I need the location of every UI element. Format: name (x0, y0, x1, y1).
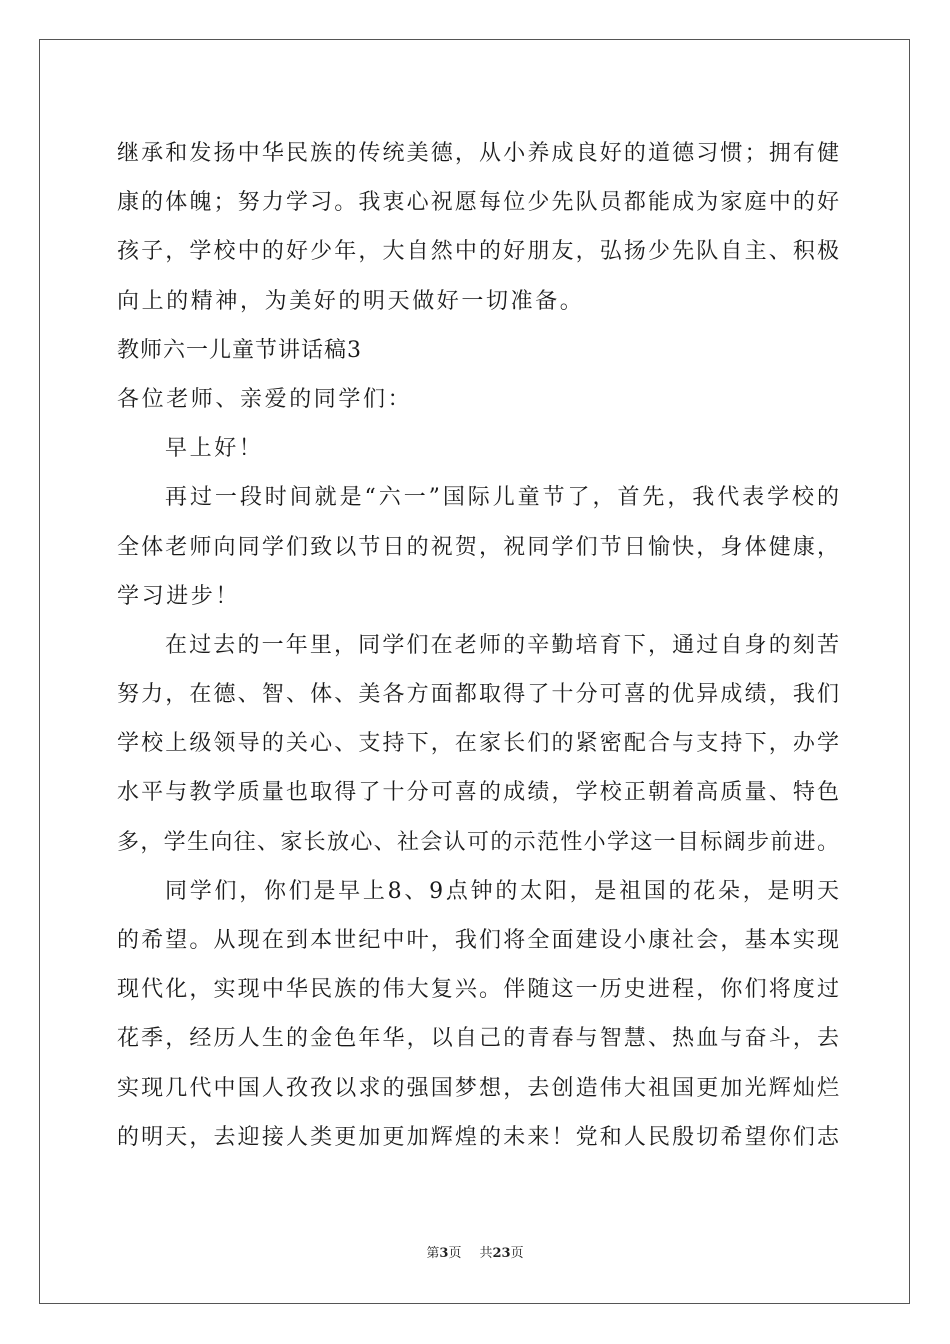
text-line: 学习进步！ (117, 583, 241, 609)
total-pages: 23 (492, 1246, 511, 1261)
text-line: 的希望。从现在到本世纪中叶，我们将全面建设小康社会，基本实现 (117, 928, 839, 953)
section-heading: 教师六一儿童节讲话稿3 (117, 337, 362, 363)
page-footer (0, 1244, 950, 1264)
text-line: 实现几代中国人孜孜以求的强国梦想，去创造伟大祖国更加光辉灿烂 (117, 1075, 839, 1101)
text-line: 同学们，你们是早上8、9点钟的太阳，是祖国的花朵，是明天 (165, 878, 839, 904)
page-prefix: 第 (426, 1246, 440, 1261)
text-line: 全体老师向同学们致以节日的祝贺，祝同学们节日愉快，身体健康， (117, 534, 839, 560)
text-line: 继承和发扬中华民族的传统美德，从小养成良好的道德习惯；拥有健 (117, 141, 839, 166)
total-prefix: 共 (479, 1246, 493, 1261)
page-number: 3 (439, 1246, 449, 1261)
text-line: 康的体魄；努力学习。我衷心祝愿每位少先队员都能成为家庭中的好 (117, 190, 839, 216)
text-line: 努力，在德、智、体、美各方面都取得了十分可喜的优异成绩，我们 (117, 682, 839, 708)
text-line: 花季，经历人生的金色年华，以自己的青春与智慧、热血与奋斗，去 (117, 1026, 839, 1052)
text-line: 学校上级领导的关心、支持下，在家长们的紧密配合与支持下，办学 (117, 731, 839, 757)
total-suffix: 页 (510, 1246, 524, 1261)
greeting: 早上好！ (165, 436, 264, 462)
text-line: 孩子，学校中的好少年，大自然中的好朋友，弘扬少先队自主、积极 (117, 239, 839, 265)
text-line: 向上的精神，为美好的明天做好一切准备。 (117, 288, 585, 314)
text-line: 再过一段时间就是“六一”国际儿童节了，首先，我代表学校的 (165, 485, 839, 511)
text-line: 的明天，去迎接人类更加更加辉煌的未来！党和人民殷切希望你们志 (117, 1124, 839, 1150)
text-line: 在过去的一年里，同学们在老师的辛勤培育下，通过自身的刻苦 (165, 632, 839, 658)
text-line: 水平与教学质量也取得了十分可喜的成绩，学校正朝着高质量、特色 (117, 780, 839, 806)
salutation: 各位老师、亲爱的同学们： (117, 386, 413, 412)
document-body (117, 129, 839, 1162)
page-suffix: 页 (448, 1246, 462, 1261)
text-line: 现代化，实现中华民族的伟大复兴。伴随这一历史进程，你们将度过 (117, 977, 839, 1003)
text-line: 多，学生向往、家长放心、社会认可的示范性小学这一目标阔步前进。 (117, 829, 839, 855)
